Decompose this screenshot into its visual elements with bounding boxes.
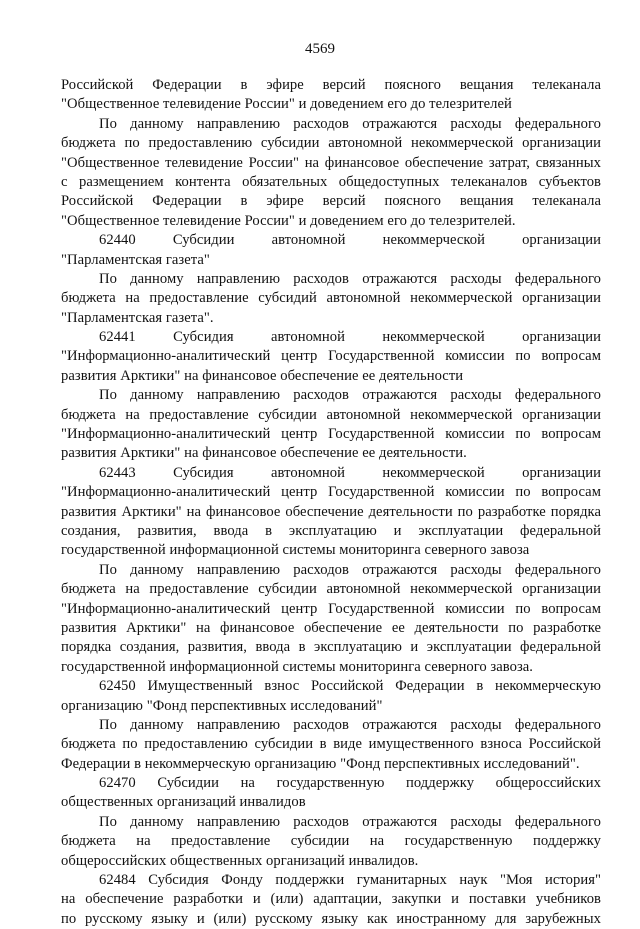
text-line: 62440 Субсидии автономной некоммерческой организации	[99, 232, 601, 249]
page-number: 4569	[305, 41, 335, 57]
text-line: "Общественное телевидение России" и доведением его до телезрителей.	[61, 212, 516, 229]
text-line: По данному направлению расходов отражаются расходы федерального	[99, 716, 601, 733]
text-line: Федерации в некоммерческую организацию "Фонд перспективных исследований".	[61, 755, 580, 772]
text-line: бюджета на предоставление субсидий автономной некоммерческой организации	[61, 290, 601, 307]
paragraph-p04	[61, 270, 601, 328]
text-line: общероссийских общественных организаций инвалидов.	[61, 852, 419, 869]
paragraph-p12	[61, 813, 601, 871]
text-line: По данному направлению расходов отражаются расходы федерального	[99, 561, 601, 578]
document-body	[61, 76, 601, 929]
text-line: бюджета на предоставление субсидии автономной некоммерческой организации	[61, 406, 601, 423]
text-line: организацию "Фонд перспективных исследований"	[61, 697, 383, 714]
text-line: государственной информационной системы мониторинга северного завоза.	[61, 658, 533, 675]
text-line: Российской Федерации в эфире версий поясного вещания телеканала	[61, 193, 601, 210]
text-line: По данному направлению расходов отражаются расходы федерального	[99, 387, 601, 404]
paragraph-p11	[61, 774, 601, 813]
text-line: развития Арктики" на финансовое обеспечение ее деятельности.	[61, 445, 467, 462]
text-line: создания, развития, ввода в эксплуатацию и эксплуатации федеральной	[61, 522, 601, 539]
paragraph-p08	[61, 561, 601, 677]
text-line: Российской Федерации в эфире версий поясного вещания телеканала	[61, 77, 601, 93]
text-line: "Парламентская газета"	[61, 251, 210, 268]
paragraph-p01	[61, 76, 601, 115]
paragraph-p13	[61, 871, 601, 929]
paragraph-p03	[61, 231, 601, 270]
text-line: развития Арктики" на финансовое обеспечение ее деятельности по разработке	[61, 619, 601, 636]
text-line: бюджета на предоставление субсидии на государственную поддержку	[61, 833, 601, 850]
text-line: порядка создания, развития, ввода в эксплуатацию и эксплуатации федеральной	[61, 639, 601, 656]
paragraph-p09	[61, 677, 601, 716]
text-line: общественных организаций инвалидов	[61, 794, 306, 811]
text-line: По данному направлению расходов отражаются расходы федерального	[99, 270, 601, 287]
text-line: на обеспечение разработки и (или) адаптации, закупки и поставки учебников	[61, 891, 601, 908]
paragraph-p02	[61, 115, 601, 231]
text-line: "Информационно-аналитический центр Государственной комиссии по вопросам	[61, 600, 601, 617]
text-line: "Информационно-аналитический центр Государственной комиссии по вопросам	[61, 484, 601, 501]
paragraph-p06	[61, 386, 601, 464]
text-line: По данному направлению расходов отражаются расходы федерального	[99, 813, 601, 830]
text-line: развития Арктики" на финансовое обеспечение ее деятельности	[61, 367, 464, 384]
text-line: 62443 Субсидия автономной некоммерческой организации	[99, 464, 601, 481]
text-line: бюджета по предоставлению субсидии автономной некоммерческой организации	[61, 135, 601, 152]
text-line: "Информационно-аналитический центр Государственной комиссии по вопросам	[61, 348, 601, 365]
text-line: 62450 Имущественный взнос Российской Федерации в некоммерческую	[99, 678, 601, 695]
text-line: По данному направлению расходов отражаются расходы федерального	[99, 115, 601, 132]
text-line: с размещением контента обязательных общедоступных телеканалов субъектов	[61, 173, 601, 190]
text-line: государственной информационной системы мониторинга северного завоза	[61, 542, 530, 559]
text-line: 62484 Субсидия Фонду поддержки гуманитарных наук "Моя история"	[99, 872, 601, 889]
paragraph-p05	[61, 328, 601, 386]
text-line: бюджета на предоставление субсидии автономной некоммерческой организации	[61, 581, 601, 598]
text-line: 62441 Субсидия автономной некоммерческой организации	[99, 329, 601, 346]
text-line: по русскому языку и (или) русскому языку как иностранному для зарубежных	[61, 910, 601, 927]
text-line: "Информационно-аналитический центр Государственной комиссии по вопросам	[61, 426, 601, 443]
paragraph-p10	[61, 716, 601, 774]
text-line: "Парламентская газета".	[61, 309, 214, 326]
text-line: бюджета по предоставлению субсидии в виде имущественного взноса Российской	[61, 736, 601, 753]
paragraph-p07	[61, 464, 601, 561]
text-line: развития Арктики" на финансовое обеспечение деятельности по разработке порядка	[61, 503, 601, 520]
text-line: "Общественное телевидение России" на финансовое обеспечение затрат, связанных	[61, 154, 601, 171]
text-line: "Общественное телевидение России" и доведением его до телезрителей	[61, 96, 512, 113]
text-line: 62470 Субсидии на государственную поддержку общероссийских	[99, 775, 601, 792]
